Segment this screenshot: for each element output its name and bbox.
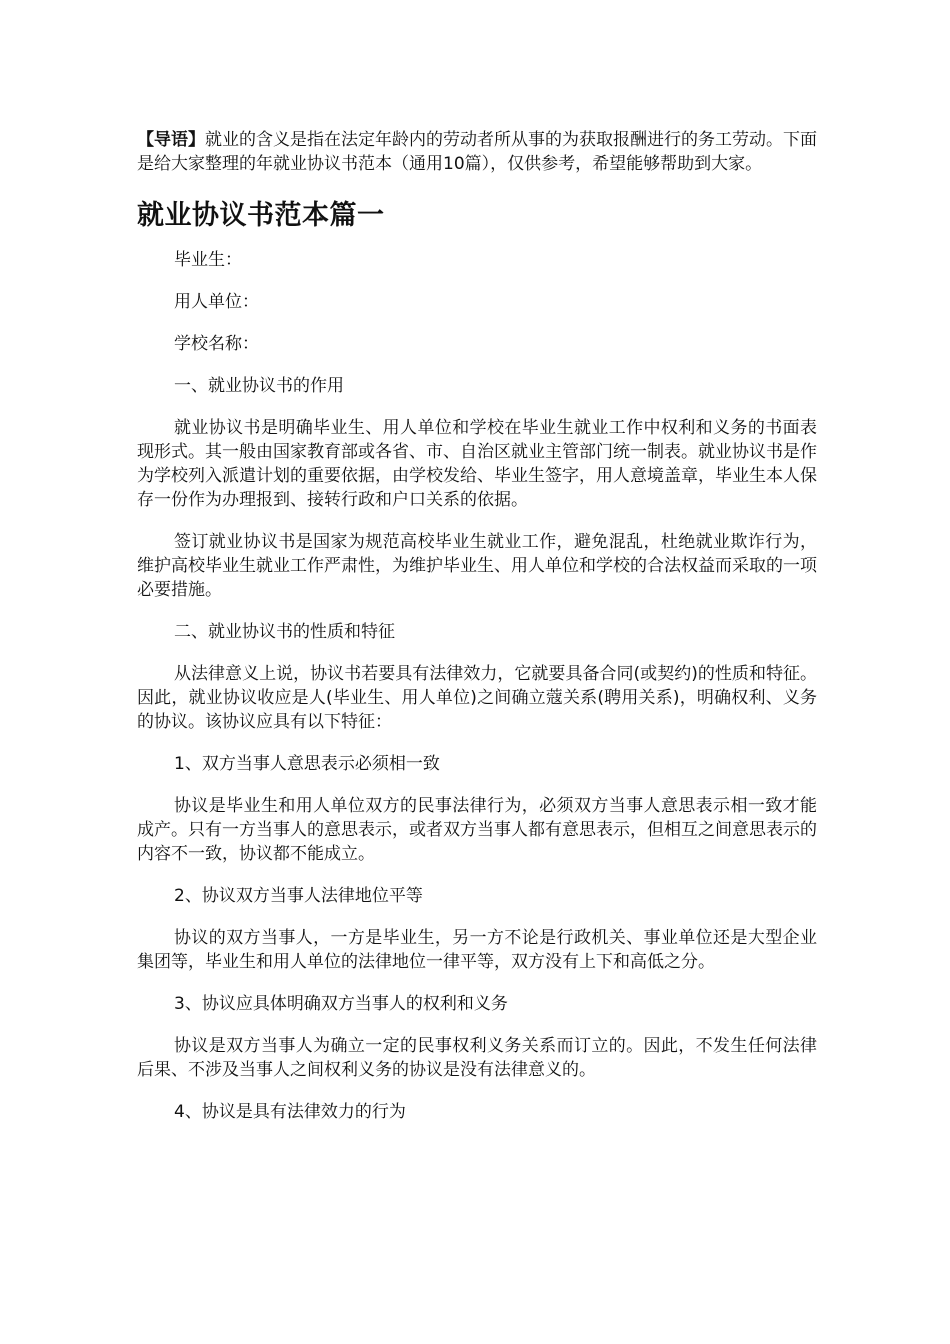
feature-1-text: 协议是毕业生和用人单位双方的民事法律行为，必须双方当事人意思表示相一致才能成产。只有一方当事人的意思表示，或者双方当事人都有意思表示，但相互之间意思表示的内容不一致，协议都不能成立。 [137,796,817,864]
feature-4-title: 4、协议是具有法律效力的行为 [174,1102,406,1122]
field-employer: 用人单位： [174,292,259,312]
field-graduate: 毕业生： [174,250,242,270]
field-school: 学校名称： [174,334,259,354]
feature-2-title: 2、协议双方当事人法律地位平等 [174,886,423,906]
section-2-paragraph-1: 从法律意义上说，协议书若要具有法律效力，它就要具备合同(或契约)的性质和特征。因此，就业协议收应是人(毕业生、用人单位)之间确立蔻关系(聘用关系)，明确权利、义务的协议。该协议应具有以下特征： [137,664,817,732]
feature-2-text: 协议的双方当事人，一方是毕业生，另一方不论是行政机关、事业单位还是大型企业集团等，毕业生和用人单位的法律地位一律平等，双方没有上下和高低之分。 [137,928,817,972]
section-1-paragraph-1: 就业协议书是明确毕业生、用人单位和学校在毕业生就业工作中权利和义务的书面表现形式。其一般由国家教育部或各省、市、自治区就业主管部门统一制表。就业协议书是作为学校列入派遣计划的重要依据，由学校发给、毕业生签字，用人意境盖章，毕业生本人保存一份作为办理报到、接转行政和户口关系的依据。 [137,418,817,510]
feature-1-title: 1、双方当事人意思表示必须相一致 [174,754,440,774]
page-title: 就业协议书范本篇一 [137,200,385,231]
section-2-title: 二、就业协议书的性质和特征 [174,622,395,642]
intro-paragraph [137,128,817,176]
feature-3-title: 3、协议应具体明确双方当事人的权利和义务 [174,994,508,1014]
section-1-paragraph-2: 签订就业协议书是国家为规范高校毕业生就业工作，避免混乱，杜绝就业欺诈行为，维护高校毕业生就业工作严肃性，为维护毕业生、用人单位和学校的合法权益而采取的一项必要措施。 [137,532,817,600]
feature-3-text: 协议是双方当事人为确立一定的民事权利义务关系而订立的。因此，不发生任何法律后果、不涉及当事人之间权利义务的协议是没有法律意义的。 [137,1036,817,1080]
intro-text: 就业的含义是指在法定年龄内的劳动者所从事的为获取报酬进行的务工劳动。下面是给大家整理的年就业协议书范本（通用10篇），仅供参考，希望能够帮助到大家。 [137,130,817,174]
intro-lead: 【导语】 [137,130,205,150]
document-page [137,128,817,1142]
section-1-title: 一、就业协议书的作用 [174,376,344,396]
